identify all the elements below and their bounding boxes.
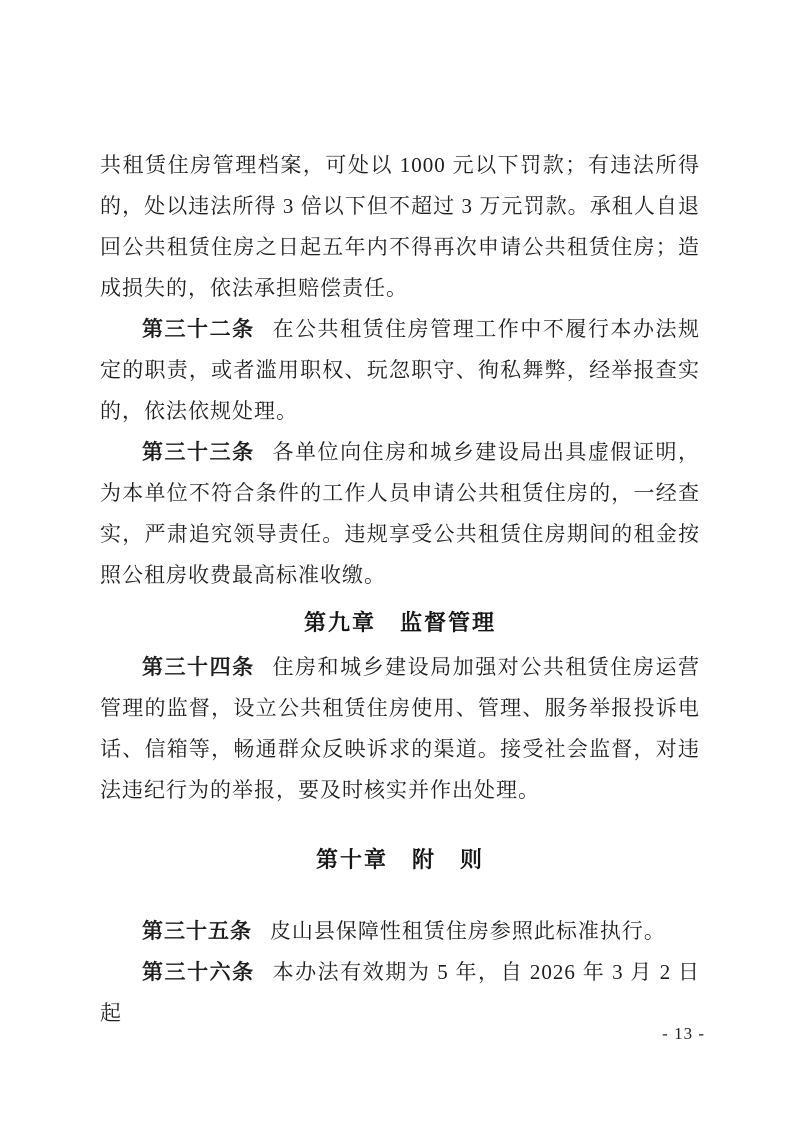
paragraph-article-35 xyxy=(100,911,700,952)
chapter-nine-heading: 第九章 监督管理 xyxy=(303,610,496,635)
paragraph-article-33 xyxy=(100,432,700,596)
paragraph-text: 共租赁住房管理档案，可处以 1000 元以下罚款；有违法所得的，处以违法所得 3 倍以下但不超过 3 万元罚款。承租人自退回公共租赁住房之日起五年内不得再次申请公共租赁住房；造成损失的，依法承担赔偿责任。 xyxy=(100,153,700,300)
page-number: - 13 - xyxy=(662,1024,705,1043)
paragraph-penalty-continuation xyxy=(100,145,700,309)
paragraph-article-32 xyxy=(100,309,700,432)
chapter-ten-heading: 第十章 附 则 xyxy=(315,847,484,872)
article-33-number: 第三十三条 xyxy=(142,441,255,464)
document-content xyxy=(100,145,700,1034)
article-35-text: 皮山县保障性租赁住房参照此标准执行。 xyxy=(269,919,666,943)
article-34-text: 住房和城乡建设局加强对公共租赁住房运营管理的监督，设立公共租赁住房使用、管理、服务举报投诉电话、信箱等，畅通群众反映诉求的渠道。接受社会监督，对违法违纪行为的举报，要及时核实并作出处理。 xyxy=(100,655,701,802)
paragraph-article-34 xyxy=(100,647,700,811)
article-36-number: 第三十六条 xyxy=(142,961,255,984)
paragraph-article-36 xyxy=(100,952,700,1034)
article-34-number: 第三十四条 xyxy=(142,656,255,679)
article-36-text: 本办法有效期为 5 年，自 2026 年 3 月 2 日起 xyxy=(100,960,701,1025)
article-32-number: 第三十二条 xyxy=(142,318,255,341)
article-32-text: 在公共租赁住房管理工作中不履行本办法规定的职责，或者滥用职权、玩忽职守、徇私舞弊，经举报查实的，依法依规处理。 xyxy=(100,317,701,423)
article-33-text: 各单位向住房和城乡建设局出具虚假证明，为本单位不符合条件的工作人员申请公共租赁住房的，一经查实，严肃追究领导责任。违规享受公共租赁住房期间的租金按照公租房收费最高标准收缴。 xyxy=(100,440,701,587)
article-35-number: 第三十五条 xyxy=(142,920,252,943)
